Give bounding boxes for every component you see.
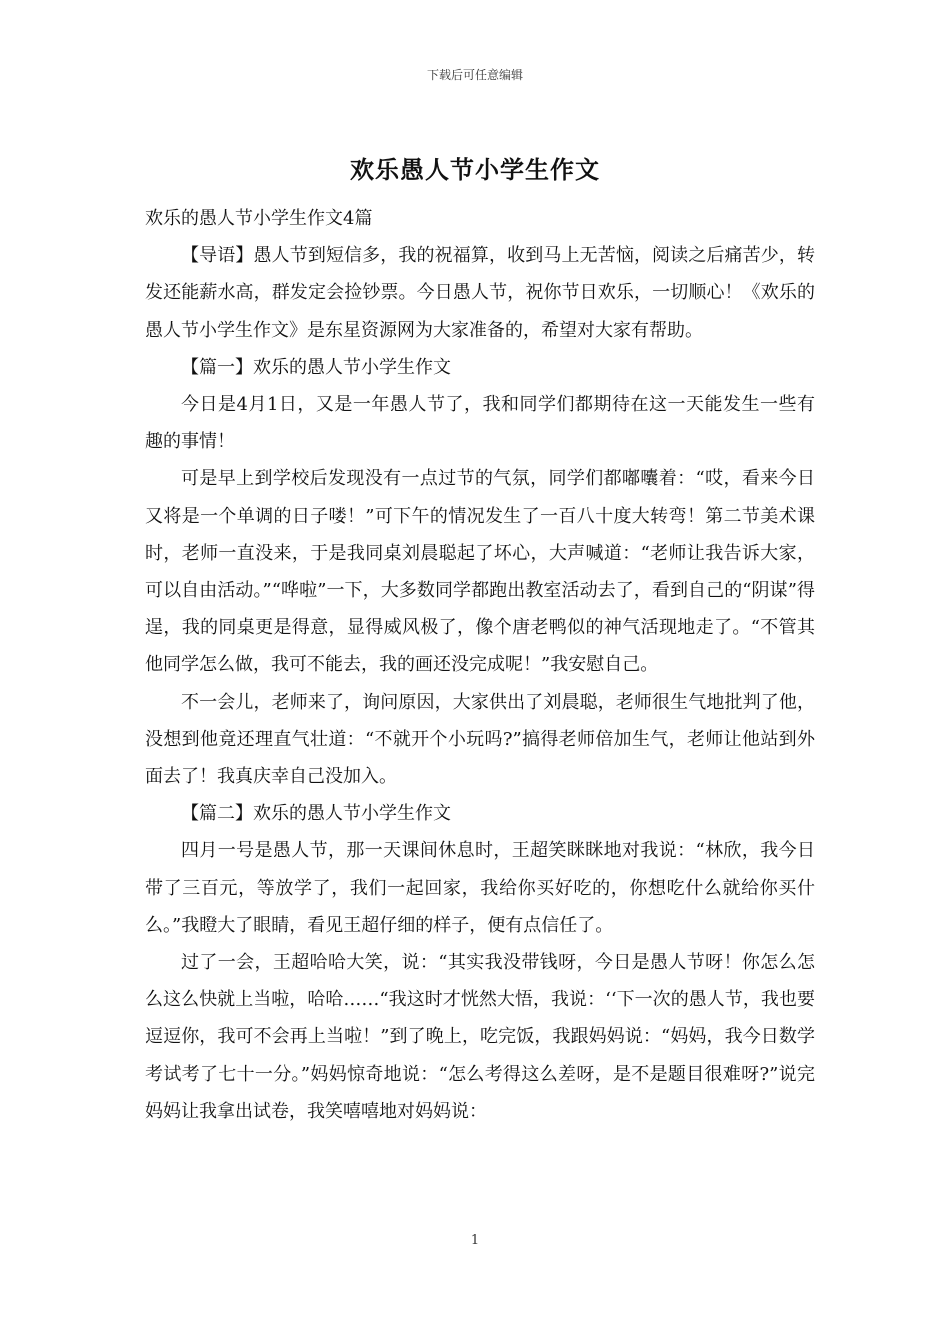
document-title: 欢乐愚人节小学生作文 (350, 155, 600, 184)
section-heading-1: 【篇一】欢乐的愚人节小学生作文 (181, 356, 451, 378)
paragraph: 可是早上到学校后发现没有一点过节的气氛，同学们都嘟囔着：“哎，看来今日又将是一个单调的日子喽！”可下午的情况发生了一百八十度大转弯！第二节美术课时，老师一直没来，于是我同桌刘晨聪起了坏心，大声喊道：“老师让我告诉大家，可以自由活动。”“哗啦”一下，大多数同学都跑出教室活动去了，看到自己的“阴谋”得逞，我的同桌更是得意，显得威风极了，像个唐老鸭似的神气活现地走了。“不管其他同学怎么做，我可不能去，我的画还没完成呢！”我安慰自己。 (145, 468, 815, 676)
section-heading-2: 【篇二】欢乐的愚人节小学生作文 (181, 803, 451, 825)
document-body (145, 200, 815, 1130)
paragraph-intro: 【导语】愚人节到短信多，我的祝福算，收到马上无苦恼，阅读之后痛苦少，转发还能薪水高，群发定会捡钞票。今日愚人节，祝你节日欢乐，一切顺心！《欢乐的愚人节小学生作文》是东星资源网为大家准备的，希望对大家有帮助。 (145, 245, 815, 341)
document-subtitle: 欢乐的愚人节小学生作文4篇 (145, 208, 373, 229)
page-number: 1 (470, 1233, 480, 1248)
page-header: 下载后可任意编辑 (426, 68, 523, 82)
paragraph: 不一会儿，老师来了，询问原因，大家供出了刘晨聪，老师很生气地批判了他，没想到他竟还理直气壮道：“不就开个小玩吗?”搞得老师倍加生气，老师让他站到外面去了！我真庆幸自己没加入。 (145, 691, 815, 788)
paragraph: 四月一号是愚人节，那一天课间休息时，王超笑眯眯地对我说：“林欣，我今日带了三百元，等放学了，我们一起回家，我给你买好吃的，你想吃什么就给你买什么。”我瞪大了眼睛，看见王超仔细的样子，便有点信任了。 (145, 840, 815, 936)
paragraph: 今日是4月1日，又是一年愚人节了，我和同学们都期待在这一天能发生一些有趣的事情！ (145, 394, 815, 453)
paragraph: 过了一会，王超哈哈大笑，说：“其实我没带钱呀，今日是愚人节呀！你怎么怎么这么快就上当啦，哈哈……“我这时才恍然大悟，我说：‘‘下一次的愚人节，我也要逗逗你，我可不会再上当啦！”到了晚上，吃完饭，我跟妈妈说：“妈妈，我今日数学考试考了七十一分。”妈妈惊奇地说：“怎么考得这么差呀，是不是题目很难呀?”说完妈妈让我拿出试卷，我笑嘻嘻地对妈妈说： (145, 952, 815, 1122)
